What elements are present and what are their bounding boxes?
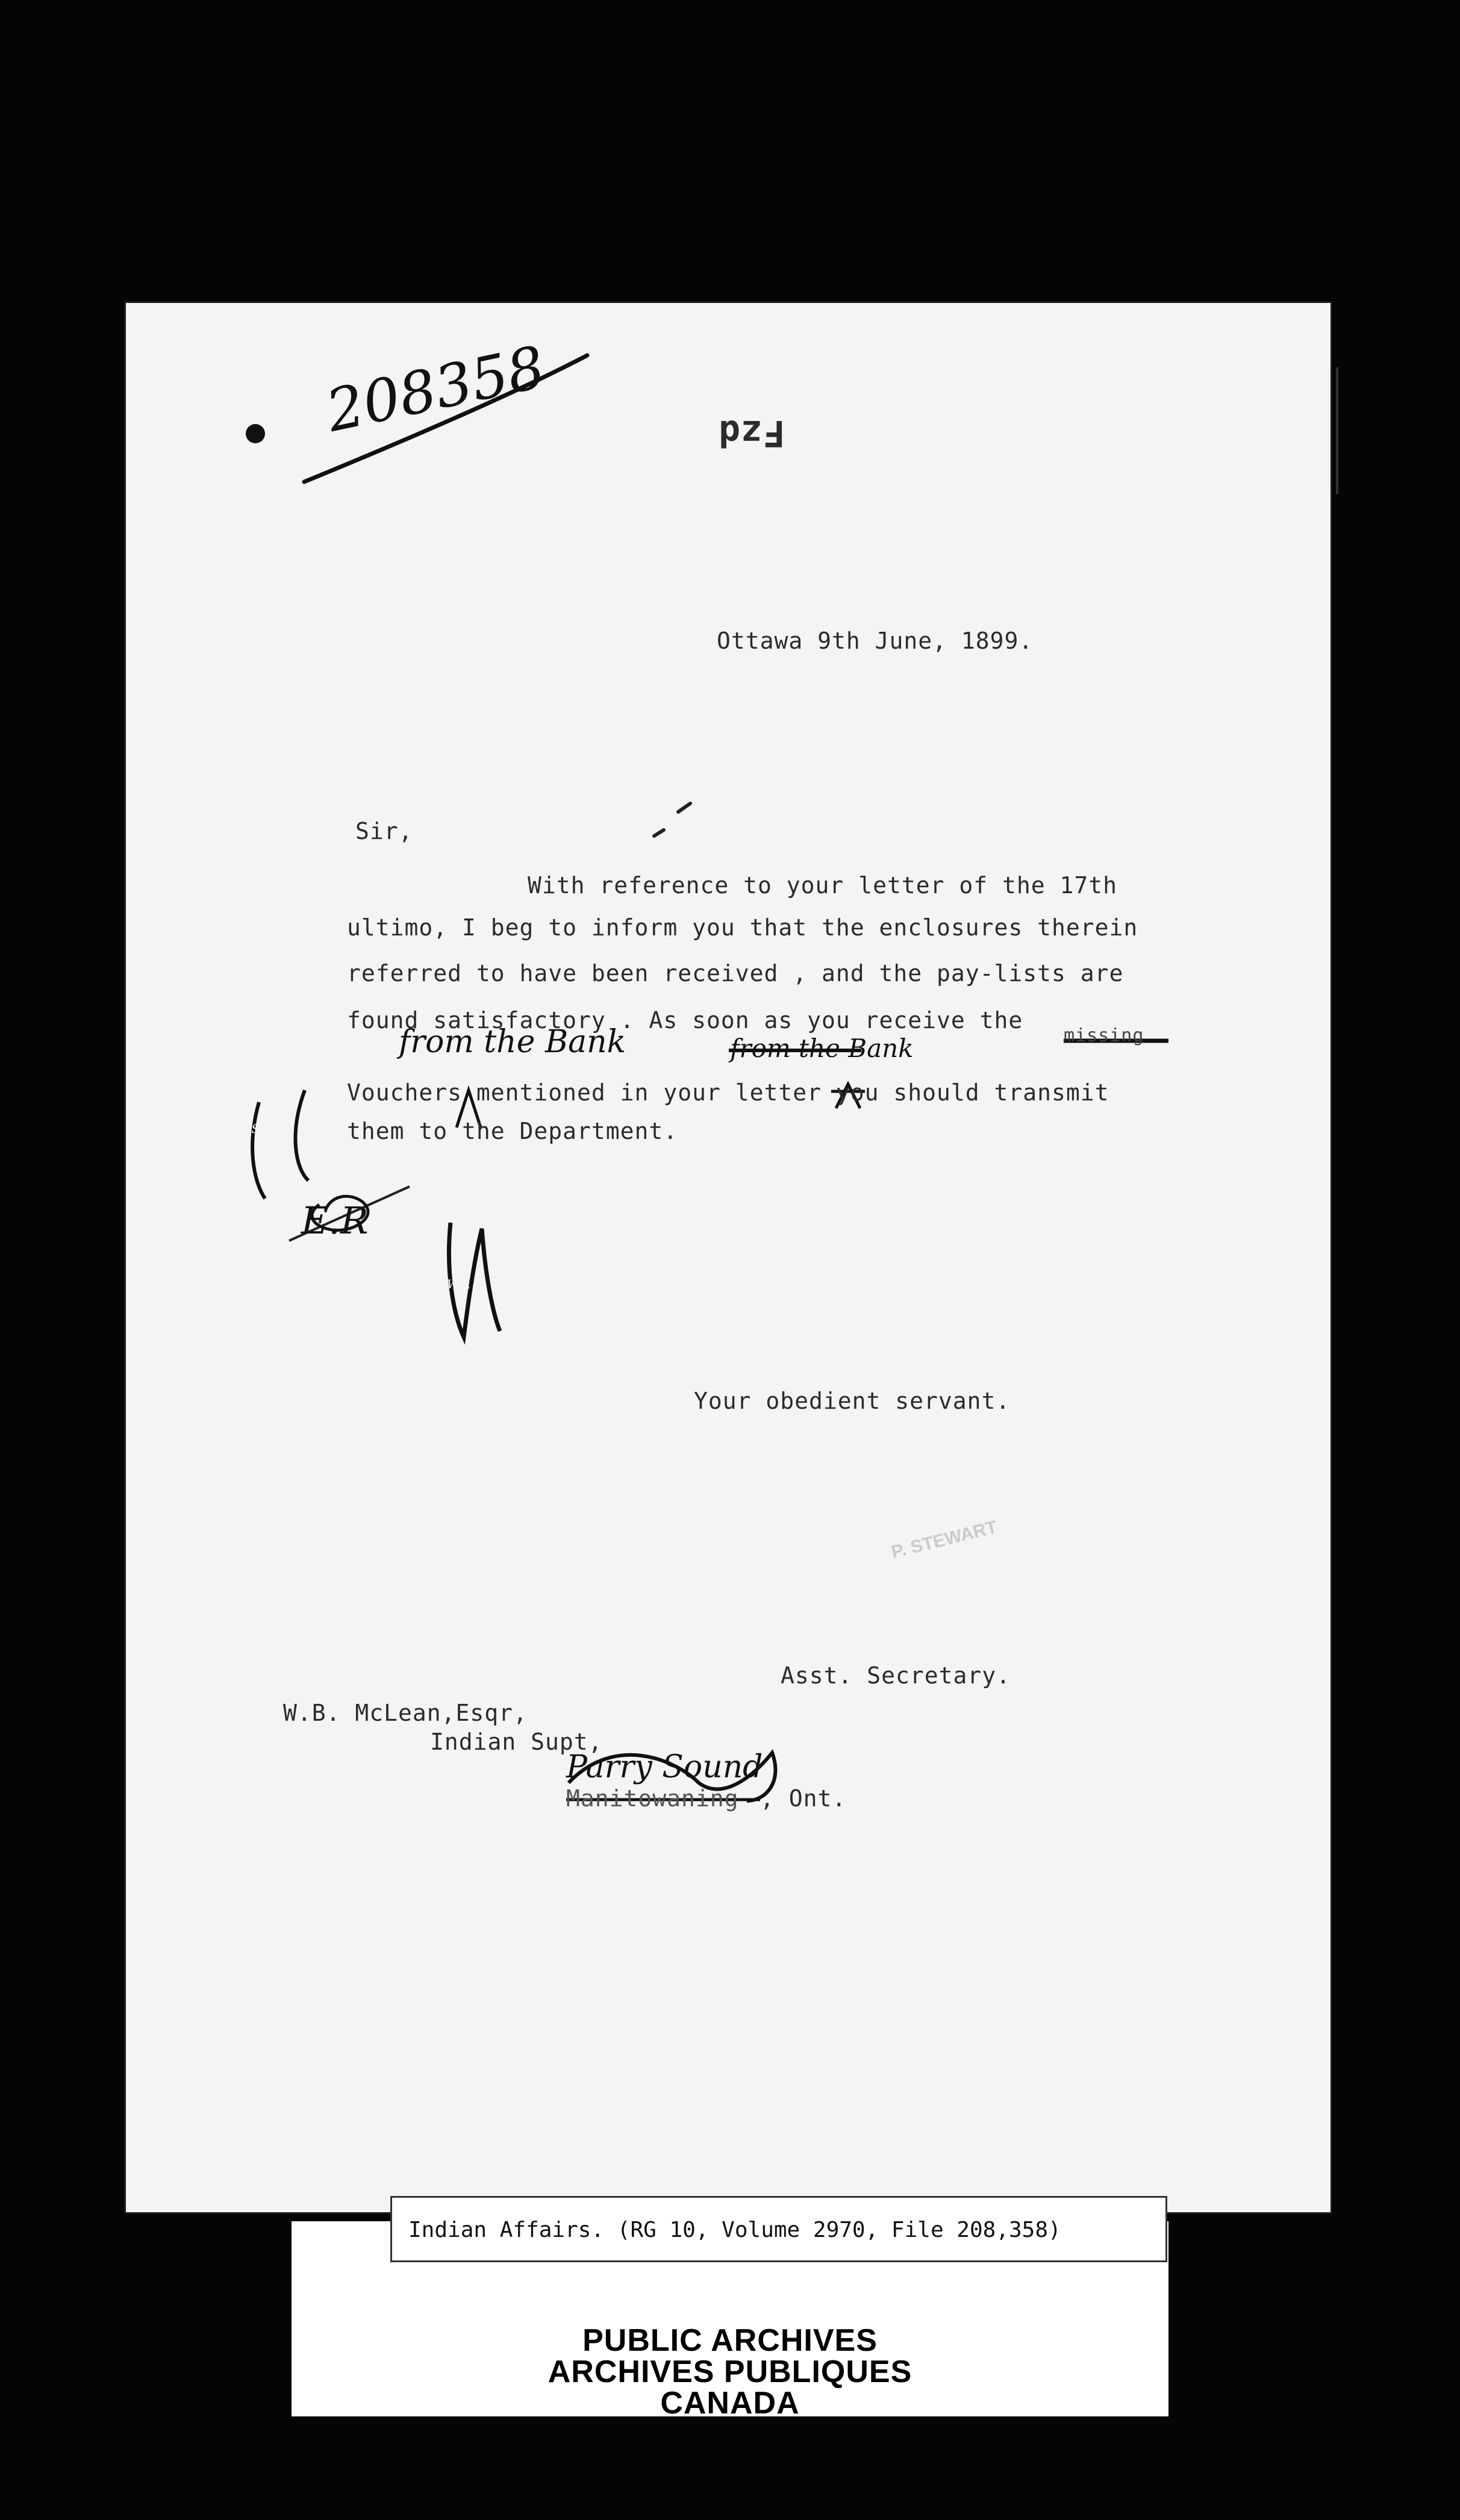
body-line-3: referred to have been received , and the pay-lists are bbox=[347, 960, 1124, 987]
struck-phrase: from the Bank bbox=[730, 1034, 914, 1063]
closing: Your obedient servant. bbox=[694, 1388, 1011, 1414]
body-line-4: found satisfactory . As soon as you receive the bbox=[347, 1007, 1023, 1034]
addressee-place-handwritten: Parry Sound bbox=[566, 1749, 763, 1785]
signature-title: Asst. Secretary. bbox=[781, 1662, 1011, 1689]
salutation: Sir, bbox=[355, 818, 413, 844]
initials-mid: E.R bbox=[301, 1199, 369, 1243]
initials-right: W.P. bbox=[447, 1277, 471, 1291]
addressee-place-struck: Manitowaning bbox=[566, 1785, 739, 1812]
body-line-1: With reference to your letter of the 17th bbox=[528, 872, 1117, 899]
dateline: Ottawa 9th June, 1899. bbox=[717, 628, 1034, 654]
archive-reference: Indian Affairs. (RG 10, Volume 2970, File 208,358) bbox=[408, 2218, 1061, 2242]
addressee-name: W.B. McLean,Esqr, bbox=[283, 1700, 528, 1726]
body-line-6: them to the Department. bbox=[347, 1118, 678, 1144]
struck-word: missing bbox=[1064, 1025, 1144, 1046]
body-line-2: ultimo, I beg to inform you that the enclosures therein bbox=[347, 914, 1138, 941]
header-mark: Fzd bbox=[718, 412, 785, 454]
faint-stamp: P. STEWART bbox=[889, 1517, 999, 1563]
archive-line-1: PUBLIC ARCHIVES bbox=[582, 2323, 878, 2358]
addressee-province: , Ont. bbox=[760, 1785, 847, 1812]
archive-line-2: ARCHIVES PUBLIQUES bbox=[548, 2354, 912, 2389]
initials-left: S.S bbox=[240, 1121, 260, 1136]
archive-line-3: CANADA bbox=[660, 2386, 800, 2421]
handwritten-insert: from the Bank bbox=[399, 1024, 626, 1060]
body-line-5: Vouchers mentioned in your letter you should transmit bbox=[347, 1079, 1109, 1106]
addressee-title: Indian Supt, bbox=[430, 1729, 603, 1755]
file-number-handwritten: 208358 bbox=[320, 333, 551, 445]
